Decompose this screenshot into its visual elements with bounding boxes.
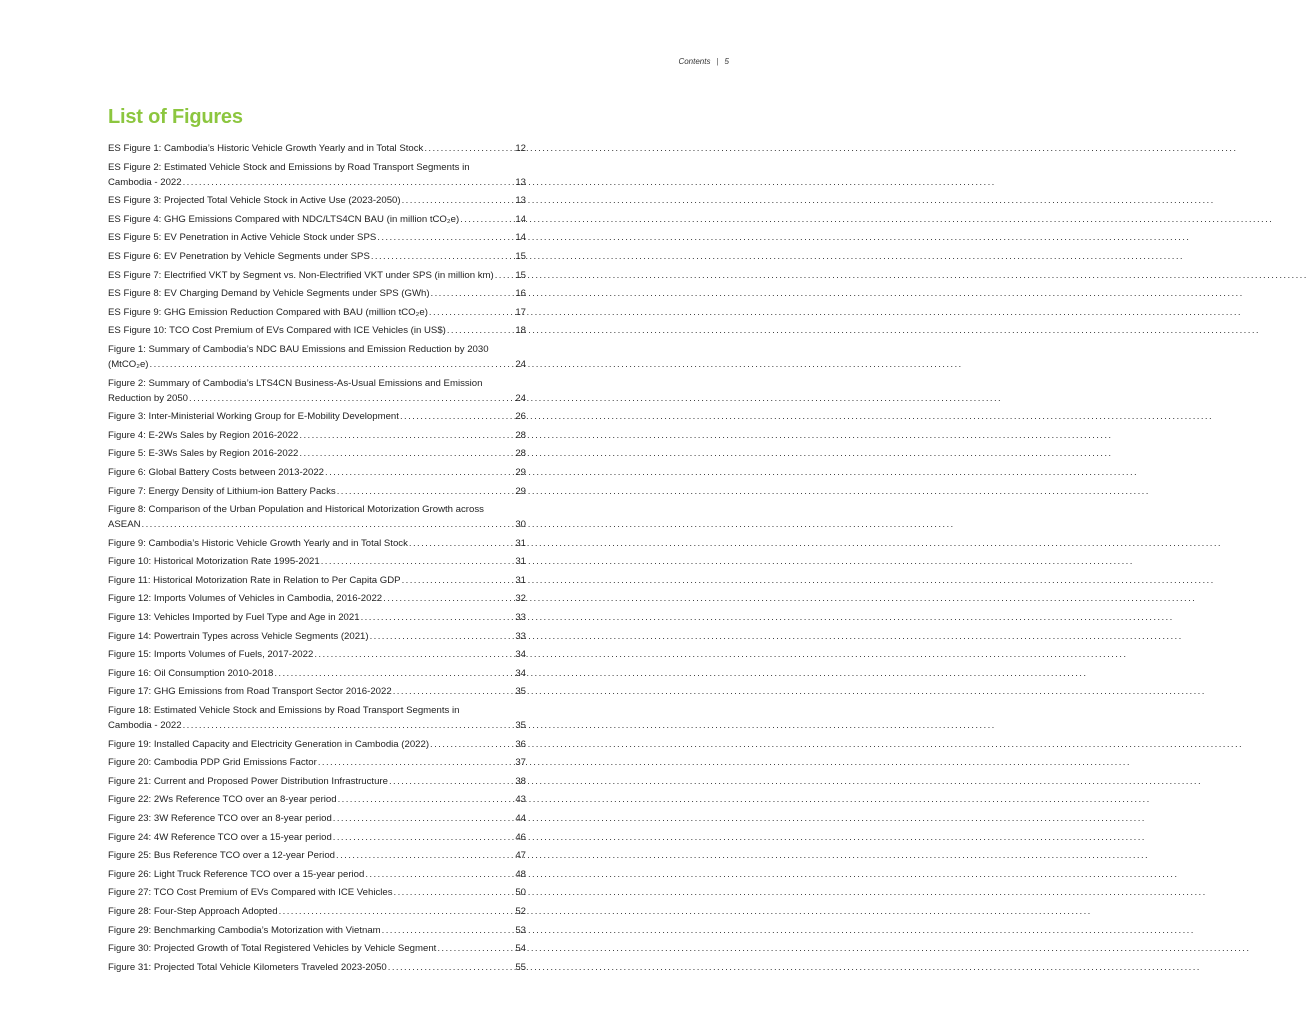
dot-leader	[429, 305, 514, 320]
figure-entry-row	[108, 573, 526, 588]
figure-entry-row	[108, 774, 526, 789]
figure-entry-row	[108, 755, 526, 770]
figure-title: Figure 21: Current and Proposed Power Distribution Infrastructure	[108, 775, 388, 787]
figure-entry[interactable]	[108, 502, 526, 532]
figure-page-number: 26	[515, 411, 526, 423]
figure-page-number: 31	[515, 537, 526, 549]
figure-entry-row	[108, 554, 526, 569]
figure-page-number: 31	[515, 574, 526, 586]
figure-entry-row	[108, 268, 526, 283]
figure-entry-row	[108, 629, 526, 644]
figure-title: ES Figure 10: TCO Cost Premium of EVs Compared with ICE Vehicles (in US$)	[108, 325, 446, 337]
figure-page-number: 29	[515, 485, 526, 497]
figure-entry-row	[108, 684, 526, 699]
figure-entry-row	[108, 867, 526, 882]
figure-entry[interactable]	[108, 342, 526, 372]
dot-leader	[314, 647, 514, 662]
figure-entry[interactable]	[108, 249, 526, 264]
figure-entry-row	[108, 141, 526, 156]
dot-leader	[431, 286, 515, 301]
figure-page-number: 13	[515, 195, 526, 207]
figure-entry[interactable]	[108, 428, 526, 443]
dot-leader	[389, 774, 514, 789]
figure-title: Figure 26: Light Truck Reference TCO over a 15-year period	[108, 868, 365, 880]
figure-page-number: 44	[515, 813, 526, 824]
figure-entry[interactable]	[108, 885, 526, 900]
figure-entry-row	[108, 446, 526, 461]
figure-title: Figure 31: Projected Total Vehicle Kilometers Traveled 2023-2050	[108, 961, 387, 973]
figure-entry-row	[108, 960, 526, 975]
figure-title: ES Figure 8: EV Charging Demand by Vehicle Segments under SPS (GWh)	[108, 288, 430, 300]
figure-entry-row	[108, 357, 526, 372]
figure-entry[interactable]	[108, 830, 526, 845]
figure-entry-row	[108, 230, 526, 245]
figure-entry-row	[108, 737, 526, 752]
figure-title: Figure 20: Cambodia PDP Grid Emissions Factor	[108, 757, 317, 769]
figure-entry-row	[108, 465, 526, 480]
figure-entry[interactable]	[108, 703, 526, 733]
figure-entry-first-line: Figure 18: Estimated Vehicle Stock and Emissions by Road Transport Segments in	[108, 705, 460, 717]
figure-page-number: 36	[515, 738, 526, 750]
figure-entry[interactable]	[108, 647, 526, 662]
figure-title: Reduction by 2050	[108, 392, 189, 404]
figure-entry[interactable]	[108, 268, 526, 283]
figure-entry-row	[108, 666, 526, 681]
figure-page-number: 29	[515, 466, 526, 478]
figure-entry-first-line: Figure 8: Comparison of the Urban Population and Historical Motorization Growth across	[108, 504, 484, 516]
dot-leader	[377, 230, 514, 245]
figure-title: Figure 6: Global Battery Costs between 2013-2022	[108, 466, 324, 478]
figure-page-number: 33	[515, 612, 526, 624]
dot-leader	[394, 885, 515, 900]
figure-page-number: 12	[515, 143, 526, 154]
figure-title: Figure 12: Imports Volumes of Vehicles in Cambodia, 2016-2022	[108, 593, 383, 605]
figure-title: ES Figure 5: EV Penetration in Active Vehicle Stock under SPS	[108, 232, 377, 244]
figure-entry[interactable]	[108, 230, 526, 245]
figure-page-number: 30	[515, 519, 526, 531]
figure-entry[interactable]	[108, 323, 526, 338]
figure-entry[interactable]	[108, 923, 526, 938]
figure-page-number: 55	[515, 961, 526, 973]
figure-entry[interactable]	[108, 610, 526, 625]
figure-entry[interactable]	[108, 484, 526, 499]
dot-leader	[299, 446, 514, 461]
figure-entry-row	[108, 323, 526, 338]
dot-leader	[189, 391, 514, 406]
figure-page-number: 53	[515, 924, 526, 936]
figure-entry[interactable]	[108, 305, 526, 320]
dot-leader	[333, 830, 515, 845]
dot-leader	[437, 941, 514, 956]
page-title: List of Figures	[108, 106, 243, 128]
figure-page-number: 17	[515, 306, 526, 318]
figure-title: Figure 28: Four-Step Approach Adopted	[108, 905, 278, 917]
running-header	[678, 57, 729, 66]
figure-title: ASEAN	[108, 519, 141, 531]
figure-title: Figure 29: Benchmarking Cambodia’s Motorization with Vietnam	[108, 924, 381, 936]
figure-entry[interactable]	[108, 867, 526, 882]
figure-page-number: 14	[515, 232, 526, 244]
figure-entry[interactable]	[108, 591, 526, 606]
dot-leader	[338, 792, 515, 807]
figure-entry[interactable]	[108, 792, 526, 807]
figure-title: Figure 5: E-3Ws Sales by Region 2016-2022	[108, 448, 299, 460]
figure-entry[interactable]	[108, 737, 526, 752]
figure-entry[interactable]	[108, 554, 526, 569]
dot-leader	[318, 755, 514, 770]
figure-page-number: 34	[515, 649, 526, 661]
dot-leader	[274, 666, 514, 681]
figure-page-number: 35	[515, 720, 526, 732]
dot-leader	[183, 718, 515, 733]
figure-entry-row	[108, 212, 526, 227]
figure-entry-row	[108, 885, 526, 900]
dot-leader	[388, 960, 515, 975]
figure-entry-row	[108, 610, 526, 625]
figure-title: Figure 9: Cambodia’s Historic Vehicle Growth Yearly and in Total Stock	[108, 537, 408, 549]
dot-leader	[361, 610, 515, 625]
figure-page-number: 14	[515, 213, 526, 225]
figure-title: (MtCO₂e)	[108, 358, 149, 370]
figure-title: ES Figure 3: Projected Total Vehicle Stock in Active Use (2023-2050)	[108, 195, 401, 207]
figure-entry-row	[108, 175, 526, 190]
figure-title: Cambodia - 2022	[108, 176, 182, 188]
figure-title: ES Figure 6: EV Penetration by Vehicle Segments under SPS	[108, 250, 370, 262]
figure-entry[interactable]	[108, 573, 526, 588]
figure-title: ES Figure 4: GHG Emissions Compared with NDC/LTS4CN BAU (in million tCO₂e)	[108, 213, 460, 225]
figure-entry[interactable]	[108, 755, 526, 770]
figure-page-number: 35	[515, 686, 526, 698]
dot-leader	[142, 517, 515, 532]
dot-leader	[424, 141, 514, 156]
dot-leader	[447, 323, 514, 338]
figure-entry[interactable]	[108, 774, 526, 789]
figure-list	[108, 141, 526, 978]
dot-leader	[183, 175, 515, 190]
figure-page-number: 48	[515, 868, 526, 880]
figure-page-number: 37	[515, 757, 526, 769]
figure-entry-row	[108, 923, 526, 938]
dot-leader	[321, 554, 515, 569]
figure-title: Figure 16: Oil Consumption 2010-2018	[108, 667, 274, 679]
section-name: Contents	[678, 57, 711, 66]
figure-title: Figure 7: Energy Density of Lithium-ion Battery Packs	[108, 485, 336, 497]
figure-entry-first-line: ES Figure 2: Estimated Vehicle Stock and Emissions by Road Transport Segments in	[108, 161, 470, 173]
figure-entry[interactable]	[108, 376, 526, 406]
figure-entry[interactable]	[108, 848, 526, 863]
dot-leader	[400, 409, 514, 424]
figure-page-number: 15	[515, 250, 526, 262]
figure-entry[interactable]	[108, 904, 526, 919]
figure-page-number: 52	[515, 905, 526, 917]
figure-page-number: 13	[515, 176, 526, 188]
dot-leader	[393, 684, 515, 699]
figure-entry[interactable]	[108, 811, 526, 826]
figure-title: Figure 27: TCO Cost Premium of EVs Compared with ICE Vehicles	[108, 887, 393, 899]
figure-title: Figure 30: Projected Growth of Total Registered Vehicles by Vehicle Segment	[108, 943, 437, 955]
figure-entry[interactable]	[108, 666, 526, 681]
dot-leader	[495, 268, 515, 283]
dot-leader	[383, 591, 514, 606]
figure-entry[interactable]	[108, 409, 526, 424]
dot-leader	[333, 811, 515, 826]
figure-entry-row	[108, 792, 526, 807]
figure-entry-row	[108, 409, 526, 424]
figure-title: Figure 4: E-2Ws Sales by Region 2016-2022	[108, 429, 299, 441]
figure-entry-row	[108, 904, 526, 919]
figure-title: Figure 11: Historical Motorization Rate in Relation to Per Capita GDP	[108, 574, 401, 586]
figure-entry-row	[108, 811, 526, 826]
figure-title: ES Figure 9: GHG Emission Reduction Compared with BAU (million tCO₂e)	[108, 306, 428, 318]
figure-entry-first-line: Figure 2: Summary of Cambodia’s LTS4CN Business-As-Usual Emissions and Emission	[108, 377, 483, 389]
dot-leader	[299, 428, 514, 443]
figure-page-number: 38	[515, 775, 526, 787]
figure-title: ES Figure 1: Cambodia’s Historic Vehicle Growth Yearly and in Total Stock	[108, 143, 424, 154]
dot-leader	[370, 629, 515, 644]
figure-entry[interactable]	[108, 629, 526, 644]
dot-leader	[150, 357, 515, 372]
dot-leader	[371, 249, 514, 264]
figure-title: Cambodia - 2022	[108, 720, 182, 732]
figure-page-number: 15	[515, 269, 526, 281]
figure-title: Figure 15: Imports Volumes of Fuels, 2017-2022	[108, 649, 314, 661]
figure-entry-row	[108, 484, 526, 499]
figure-entry[interactable]	[108, 160, 526, 190]
dot-leader	[279, 904, 515, 919]
figure-entry-row	[108, 536, 526, 551]
page-number: 5	[724, 57, 729, 66]
figure-title: Figure 17: GHG Emissions from Road Transport Sector 2016-2022	[108, 686, 392, 698]
figure-entry-first-line: Figure 1: Summary of Cambodia’s NDC BAU Emissions and Emission Reduction by 2030	[108, 343, 489, 355]
figure-title: Figure 3: Inter-Ministerial Working Group for E-Mobility Development	[108, 411, 399, 423]
dot-leader	[460, 212, 514, 227]
figure-entry[interactable]	[108, 960, 526, 975]
figure-entry-row	[108, 428, 526, 443]
figure-entry-row	[108, 941, 526, 956]
figure-page-number: 24	[515, 392, 526, 404]
figure-entry-row	[108, 249, 526, 264]
figure-page-number: 34	[515, 667, 526, 679]
dot-leader	[337, 484, 515, 499]
figure-entry[interactable]	[108, 193, 526, 208]
figure-entry-row	[108, 305, 526, 320]
figure-page-number: 46	[515, 831, 526, 843]
dot-leader	[430, 737, 514, 752]
figure-entry-row	[108, 391, 526, 406]
figure-entry[interactable]	[108, 212, 526, 227]
figure-page-number: 16	[515, 288, 526, 300]
figure-page-number: 54	[515, 943, 526, 955]
figure-page-number: 31	[515, 556, 526, 568]
dot-leader	[402, 193, 515, 208]
figure-entry-row	[108, 830, 526, 845]
figure-entry-row	[108, 718, 526, 733]
figure-page-number: 33	[515, 630, 526, 642]
figure-page-number: 47	[515, 850, 526, 862]
figure-page-number: 43	[515, 794, 526, 806]
figure-entry-row	[108, 647, 526, 662]
figure-entry[interactable]	[108, 941, 526, 956]
figure-title: ES Figure 7: Electrified VKT by Segment vs. Non-Electrified VKT under SPS (in million km)	[108, 269, 494, 281]
figure-title: Figure 24: 4W Reference TCO over a 15-year period	[108, 831, 332, 843]
figure-page-number: 28	[515, 429, 526, 441]
dot-leader	[402, 573, 515, 588]
figure-entry-row	[108, 517, 526, 532]
figure-title: Figure 14: Powertrain Types across Vehicle Segments (2021)	[108, 630, 369, 642]
figure-title: Figure 13: Vehicles Imported by Fuel Type and Age in 2021	[108, 612, 360, 624]
figure-title: Figure 25: Bus Reference TCO over a 12-year Period	[108, 850, 335, 862]
figure-entry-row	[108, 193, 526, 208]
figure-title: Figure 10: Historical Motorization Rate 1995-2021	[108, 556, 320, 568]
figure-title: Figure 23: 3W Reference TCO over an 8-year period	[108, 813, 332, 824]
dot-leader	[409, 536, 514, 551]
dot-leader	[365, 867, 514, 882]
figure-page-number: 28	[515, 448, 526, 460]
figure-entry[interactable]	[108, 141, 526, 156]
figure-entry-row	[108, 286, 526, 301]
figure-entry-row	[108, 848, 526, 863]
header-separator: |	[716, 57, 719, 66]
figure-entry[interactable]	[108, 465, 526, 480]
figure-page-number: 18	[515, 325, 526, 337]
dot-leader	[325, 465, 514, 480]
figure-entry-row	[108, 591, 526, 606]
figure-entry[interactable]	[108, 286, 526, 301]
figure-title: Figure 19: Installed Capacity and Electricity Generation in Cambodia (2022)	[108, 738, 430, 750]
dot-leader	[336, 848, 514, 863]
figure-page-number: 50	[515, 887, 526, 899]
figure-title: Figure 22: 2Ws Reference TCO over an 8-year period	[108, 794, 337, 806]
figure-entry[interactable]	[108, 446, 526, 461]
figure-entry[interactable]	[108, 684, 526, 699]
figure-entry[interactable]	[108, 536, 526, 551]
dot-leader	[382, 923, 515, 938]
figure-page-number: 24	[515, 358, 526, 370]
figure-page-number: 32	[515, 593, 526, 605]
